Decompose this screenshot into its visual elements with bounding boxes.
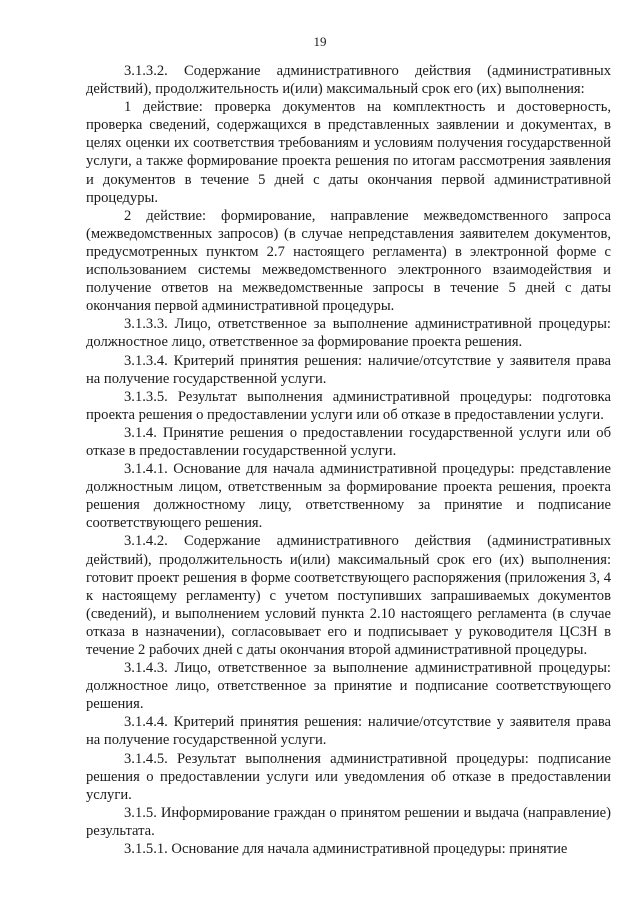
document-body <box>86 62 611 858</box>
paragraph-3-1-3-4: 3.1.3.4. Критерий принятия решения: наличие/отсутствие у заявителя права на получение государственной услуги. <box>86 352 611 387</box>
paragraph-3-1-5: 3.1.5. Информирование граждан о принятом решении и выдача (направление) результата. <box>86 804 611 839</box>
paragraph-3-1-4-3: 3.1.4.3. Лицо, ответственное за выполнение административной процедуры: должностное лицо, ответственное за принятие и подписание соответствующего решения. <box>86 660 611 713</box>
paragraph-3-1-4-4: 3.1.4.4. Критерий принятия решения: наличие/отсутствие у заявителя права на получение государственной услуги. <box>86 714 611 749</box>
paragraph-3-1-3-5: 3.1.3.5. Результат выполнения административной процедуры: подготовка проекта решения о предоставлении услуги или об отказе в предоставлении услуги. <box>86 388 611 423</box>
paragraph-3-1-3-3: 3.1.3.3. Лицо, ответственное за выполнение административной процедуры: должностное лицо, ответственное за формирование проекта решения. <box>86 316 611 351</box>
paragraph-3-1-3-2: 3.1.3.2. Содержание административного действия (административных действий), продолжительность и(или) максимальный срок его (их) выполнения: <box>86 63 611 98</box>
paragraph-action-1: 1 действие: проверка документов на комплектность и достоверность, проверка сведений, содержащихся в представленных заявлении и документах, в целях оценки их соответствия требованиям и условиям получения государственной услуги, а также формирование проекта решения по итогам рассмотрения заявления и документов в течение 5 дней с даты окончания первой административной процедуры. <box>86 99 611 206</box>
paragraph-action-2: 2 действие: формирование, направление межведомственного запроса (межведомственных запросов) (в случае непредставления заявителем документов, предусмотренных пунктом 2.7 настоящего регламента) в электронной форме с использованием системы межведомственного электронного взаимодействия и получение ответов на межведомственные запросы в течение 5 дней с даты окончания первой административной процедуры. <box>86 207 611 315</box>
page-number: 19 <box>313 34 327 49</box>
paragraph-3-1-5-1: 3.1.5.1. Основание для начала административной процедуры: принятие <box>124 841 568 858</box>
paragraph-3-1-4-1: 3.1.4.1. Основание для начала административной процедуры: представление должностным лицом, ответственным за формирование проекта решения, проекта решения должностному лицу, ответственному за принятие и подписание соответствующего решения. <box>86 461 611 532</box>
paragraph-3-1-4-5: 3.1.4.5. Результат выполнения административной процедуры: подписание решения о предоставлении услуги или уведомления об отказе в предоставлении услуги. <box>86 750 611 803</box>
paragraph-3-1-4-2: 3.1.4.2. Содержание административного действия (административных действий), продолжительность и(или) максимальный срок его (их) выполнения: готовит проект решения в форме соответствующего распоряжения (приложения 3, 4 к настоящему регламенту) с учетом поступивших запрашиваемых документов (сведений), и выполнением условий пункта 2.10 настоящего регламента (в случае отказа в назначении), согласовывает его и подписывает у руководителя ЦСЗН в течение 2 рабочих дней с даты окончания второй административной процедуры. <box>86 533 611 658</box>
paragraph-3-1-4: 3.1.4. Принятие решения о предоставлении государственной услуги или об отказе в предоставлении государственной услуги. <box>86 424 611 459</box>
